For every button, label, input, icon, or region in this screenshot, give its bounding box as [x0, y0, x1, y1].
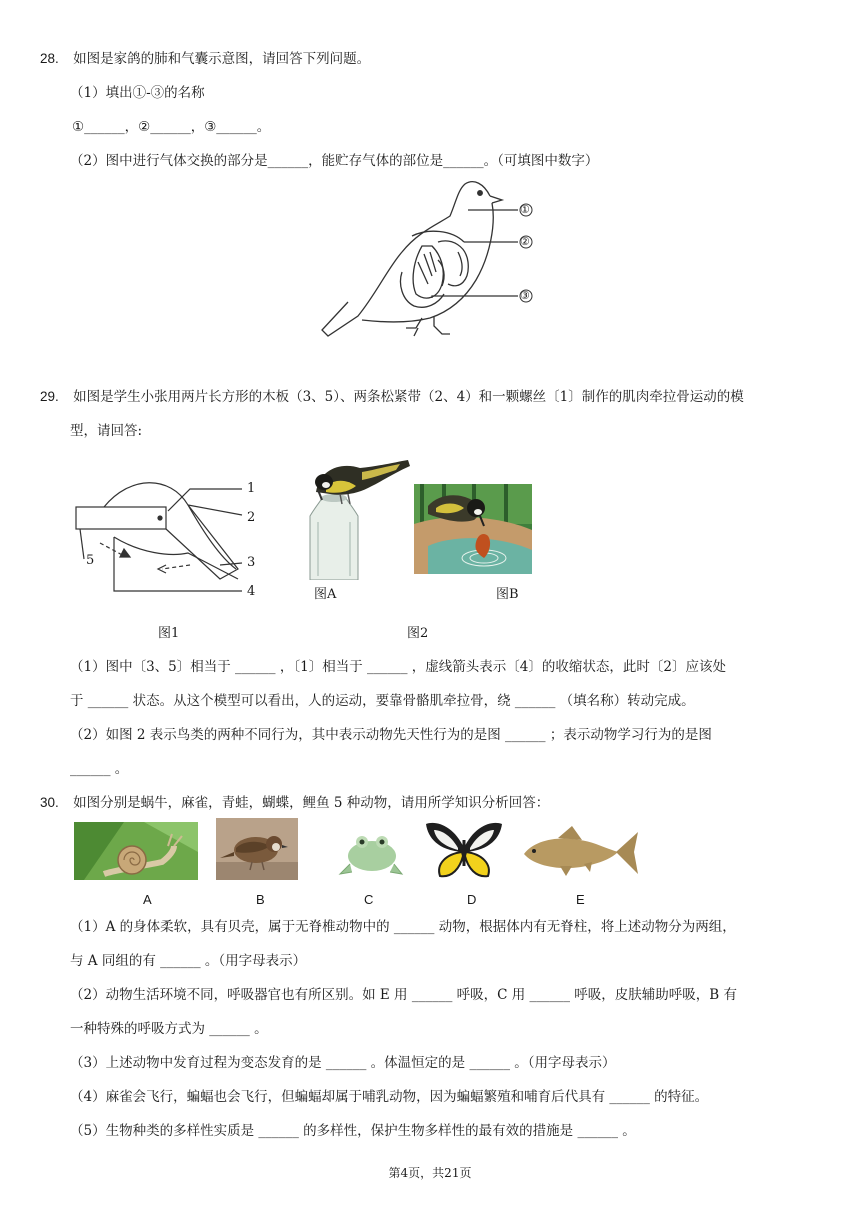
- q30-sub2-line2: 一种特殊的呼吸方式为 ______ 。: [70, 1021, 268, 1037]
- q29-sub1-line1: （1）图中〔3、5〕相当于 ______ ，〔1〕相当于 ______ ，虚线箭头表示〔4〕的收缩状态，此时〔2〕应该处: [70, 659, 726, 675]
- q29-stem-text: 如图是学生小张用两片长方形的木板（3、5）、两条松紧带（2、4）和一颗螺丝〔1〕制作的肌肉牵拉骨运动的模: [73, 389, 744, 405]
- snail-photo: [74, 822, 198, 880]
- fig-a-label: 图A: [314, 587, 337, 602]
- pigeon-lung-figure: [318, 176, 546, 344]
- pigeon-label-3: ③: [520, 289, 530, 302]
- q28-sub1-blanks: ①______，②______，③______。: [72, 119, 271, 135]
- pigeon-label-1: ①: [520, 203, 530, 216]
- q29-sub2-line1: （2）如图 2 表示鸟类的两种不同行为，其中表示动物先天性行为的是图 ______ ；表示动物学习行为的是图: [70, 727, 712, 743]
- sparrow-photo: [216, 818, 298, 880]
- fig2-caption: 图2: [407, 626, 429, 641]
- q30-sub4: （4）麻雀会飞行，蝙蝠也会飞行，但蝙蝠却属于哺乳动物，因为蝙蝠繁殖和哺育后代具有 ______ 的特征。: [70, 1089, 709, 1105]
- q29-sub1-line2: 于 ______ 状态。从这个模型可以看出，人的运动，要靠骨骼肌牵拉骨，绕 ______ （填名称）转动完成。: [70, 693, 695, 709]
- animal-label-b: B: [256, 892, 265, 907]
- frog-photo: [330, 824, 410, 882]
- q30-number: 30.: [40, 795, 59, 810]
- model-label-1: 1: [247, 481, 256, 496]
- carp-photo: [518, 824, 640, 880]
- q30-sub3: （3）上述动物中发育过程为变态发育的是 ______ 。体温恒定的是 ______ 。（用字母表示）: [70, 1055, 616, 1071]
- q28-sub2: （2）图中进行气体交换的部分是______，能贮存气体的部位是______。（可填图中数字）: [70, 153, 599, 169]
- page-footer: 第4页，共21页: [388, 1166, 472, 1180]
- q30-sub5: （5）生物种类的多样性实质是 ______ 的多样性，保护生物多样性的最有效的措施是 ______ 。: [70, 1123, 636, 1139]
- pigeon-label-2: ②: [520, 235, 530, 248]
- animal-label-a: A: [143, 892, 152, 907]
- fig1-caption: 图1: [158, 626, 180, 641]
- animal-label-d: D: [467, 892, 477, 907]
- q30-sub2-line1: （2）动物生活环境不同，呼吸器官也有所区别。如 E 用 ______ 呼吸，C 用 ______ 呼吸，皮肤辅助呼吸，B 有: [70, 987, 738, 1003]
- q28-stem: [40, 50, 370, 68]
- animal-label-e: E: [576, 892, 585, 907]
- muscle-model-figure: [70, 465, 270, 605]
- q28-sub1: （1）填出①-③的名称: [70, 85, 205, 101]
- butterfly-photo: [424, 818, 504, 882]
- q28-stem-text: 如图是家鸽的肺和气囊示意图，请回答下列问题。: [73, 51, 371, 67]
- model-label-4: 4: [247, 584, 256, 599]
- q29-number: 29.: [40, 389, 59, 404]
- model-label-2: 2: [247, 510, 256, 525]
- q30-stem-text: 如图分别是蜗牛，麻雀，青蛙，蝴蝶，鲤鱼 5 种动物，请用所学知识分析回答：: [73, 795, 550, 811]
- q29-sub2-line2: ______ 。: [70, 761, 129, 777]
- animal-label-c: C: [364, 892, 374, 907]
- model-label-5: 5: [86, 553, 95, 568]
- q30-stem: [40, 794, 549, 812]
- q28-number: 28.: [40, 51, 59, 66]
- q30-sub1-line2: 与 A 同组的有 ______ 。（用字母表示）: [70, 953, 307, 969]
- bird-drinking-photo-a: [296, 458, 416, 580]
- q29-stem-line1: [40, 388, 744, 406]
- q29-stem-line2: 型，请回答:: [70, 423, 143, 439]
- model-label-3: 3: [247, 555, 256, 570]
- bird-feeding-fish-photo-b: [414, 484, 532, 574]
- fig-b-label: 图B: [496, 587, 519, 602]
- q30-sub1-line1: （1）A 的身体柔软，具有贝壳，属于无脊椎动物中的 ______ 动物，根据体内有无脊柱，将上述动物分为两组，: [70, 919, 736, 935]
